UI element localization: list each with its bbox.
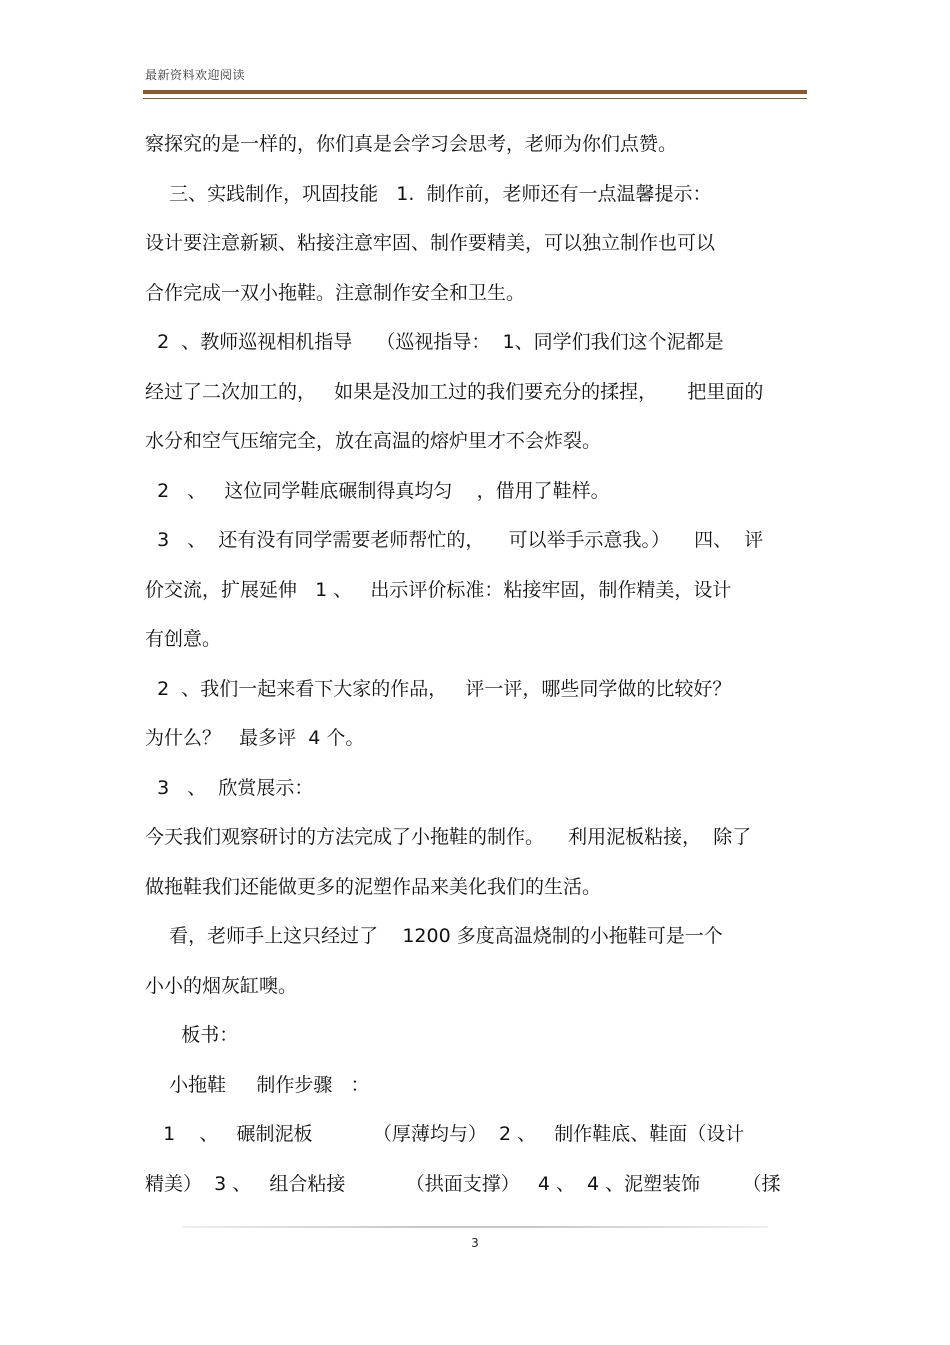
page-number: 3 <box>471 1236 479 1250</box>
text-line: 小小的烟灰缸噢。 <box>145 974 298 997</box>
text-line: 价交流，扩展延伸 1 、 出示评价标准：粘接牢固，制作精美，设计 <box>145 578 732 601</box>
text-line: 今天我们观察研讨的方法完成了小拖鞋的制作。 利用泥板粘接， 除了 <box>145 826 752 848</box>
text-line: 小拖鞋 制作步骤 ： <box>145 1073 370 1096</box>
text-line: 察探究的是一样的，你们真是会学习会思考，老师为你们点赞。 <box>145 133 678 155</box>
text-line: 三、实践制作，巩固技能 1. 制作前，老师还有一点温馨提示： <box>145 182 712 205</box>
text-line: 合作完成一双小拖鞋。注意制作安全和卫生。 <box>145 281 526 304</box>
text-line: 设计要注意新颖、粘接注意牢固、制作要精美，可以独立制作也可以 <box>145 232 716 254</box>
text-line: 2 、 这位同学鞋底碾制得真均匀 ，借用了鞋样。 <box>145 479 610 502</box>
text-line: 板书： <box>145 1024 239 1046</box>
text-line: 2 、我们一起来看下大家的作品， 评一评，哪些同学做的比较好？ <box>145 677 732 700</box>
text-line: 做拖鞋我们还能做更多的泥塑作品来美化我们的生活。 <box>145 875 602 898</box>
text-line: 精美） 3 、 组合粘接 （拱面支撑） 4 、 4 、泥塑装饰 （揉 <box>145 1172 781 1195</box>
text-line: 3 、 还有没有同学需要老师帮忙的， 可以举手示意我。） 四、 评 <box>145 529 764 551</box>
text-line: 有创意。 <box>145 628 222 650</box>
text-line: 2 、教师巡视相机指导 （巡视指导： 1、同学们我们这个泥都是 <box>145 331 724 353</box>
running-header: 最新资料欢迎阅读 <box>145 68 246 82</box>
text-line: 看，老师手上这只经过了 1200 多度高温烧制的小拖鞋可是一个 <box>145 925 723 947</box>
header-rule-thick <box>143 90 807 94</box>
text-line: 经过了二次加工的， 如果是没加工过的我们要充分的揉捏， 把里面的 <box>145 380 764 403</box>
header-rule-thin <box>143 98 807 99</box>
text-line: 3 、 欣赏展示： <box>145 776 314 799</box>
text-line: 为什么？ 最多评 4 个。 <box>145 727 365 749</box>
text-line: 水分和空气压缩完全，放在高温的熔炉里才不会炸裂。 <box>145 430 602 452</box>
footer-rule <box>183 1226 768 1228</box>
text-line: 1 、 碾制泥板 （厚薄均与） 2 、 制作鞋底、鞋面（设计 <box>145 1123 745 1145</box>
body-text <box>145 120 810 1209</box>
